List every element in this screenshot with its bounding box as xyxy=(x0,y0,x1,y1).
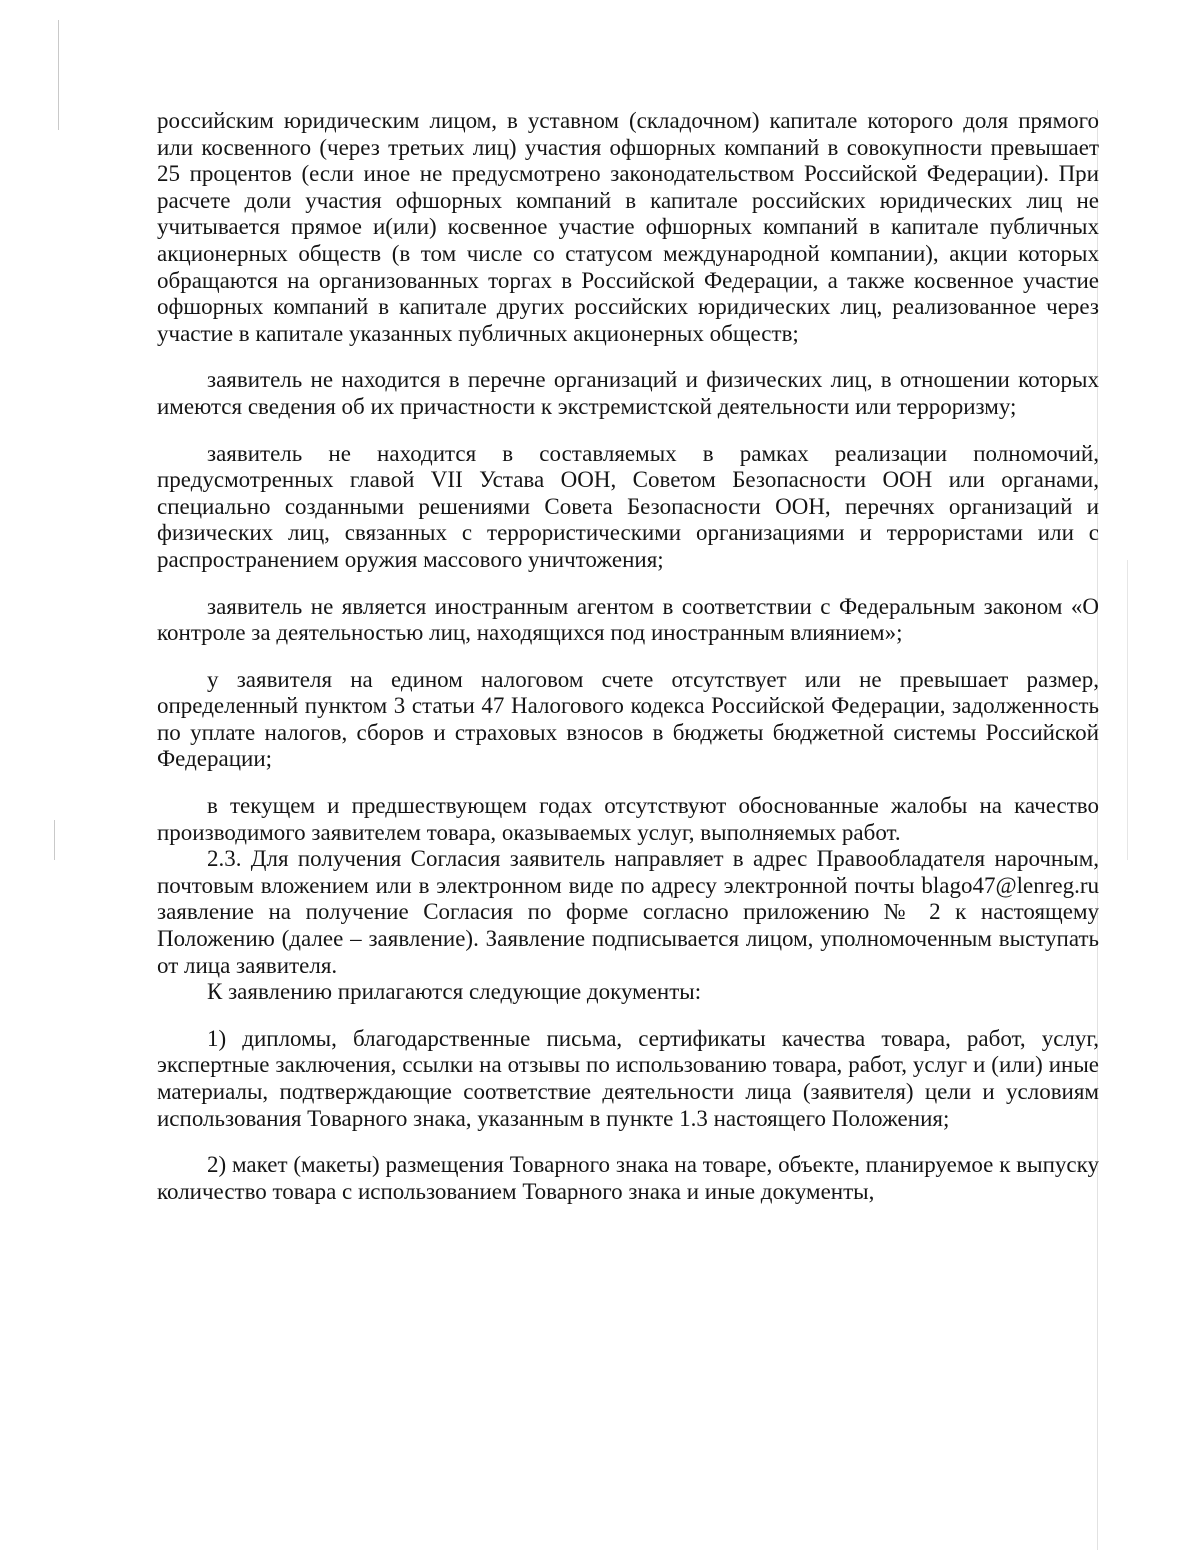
document-body xyxy=(157,108,1099,1205)
paragraph-attached-documents-intro: К заявлению прилагаются следующие документы: xyxy=(207,979,702,1005)
list-item-layout: 2) макет (макеты) размещения Товарного знака на товаре, объекте, планируемое к выпуску количество товара с использованием Товарного знака и иные документы, xyxy=(157,1152,1099,1204)
paragraph-tax-debt: у заявителя на едином налоговом счете отсутствует или не превышает размер, определенный пунктом 3 статьи 47 Налогового кодекса Российской Федерации, задолженность по уплате налогов, сборов и страховых взносов в бюджеты бюджетной системы Российской Федерации; xyxy=(157,666,1099,772)
scan-edge-mark-left xyxy=(54,820,55,860)
paragraph-extremism-list: заявитель не находится в перечне организаций и физических лиц, в отношении которых имеются сведения об их причастности к экстремистской деятельности или терроризму; xyxy=(157,367,1099,419)
paragraph-offshore-participation: российским юридическим лицом, в уставном (складочном) капитале которого доля прямого или косвенного (через третьих лиц) участия офшорных компаний в совокупности превышает 25 процентов (если иное не предусмотрено законодательством Российской Федерации). При расчете доли участия офшорных компаний в капитале российских юридических лиц не учитывается прямое и(или) косвенное участие офшорных компаний в капитале публичных акционерных обществ (в том числе со статусом международной компании), акции которых обращаются на организованных торгах в Российской Федерации, а также косвенное участие офшорных компаний в капитале других российских юридических лиц, реализованное через участие в капитале указанных публичных акционерных обществ; xyxy=(157,108,1099,346)
paragraph-no-complaints: в текущем и предшествующем годах отсутствуют обоснованные жалобы на качество производимого заявителем товара, оказываемых услуг, выполняемых работ. xyxy=(157,793,1099,845)
paragraph-un-security-council-list: заявитель не находится в составляемых в рамках реализации полномочий, предусмотренных главой VII Устава ООН, Советом Безопасности ООН или органами, специально созданными решениями Совета Безопасности ООН, перечнях организаций и физических лиц, связанных с террористическими организациями и террористами или с распространением оружия массового уничтожения; xyxy=(157,440,1099,572)
paragraph-foreign-agent: заявитель не является иностранным агентом в соответствии с Федеральным законом «О контроле за деятельностью лиц, находящихся под иностранным влиянием»; xyxy=(157,593,1099,646)
list-item-diplomas: 1) дипломы, благодарственные письма, сертификаты качества товара, работ, услуг, экспертные заключения, ссылки на отзывы по использованию товара, работ, услуг и (или) иные материалы, подтверждающие соответствие деятельности лица (заявителя) цели и условиям использования Товарного знака, указанным в пункте 1.3 настоящего Положения; xyxy=(157,1025,1099,1131)
scan-edge-mark-right xyxy=(1127,560,1128,860)
scan-edge-mark-left xyxy=(58,20,59,130)
paragraph-clause-2-3: 2.3. Для получения Согласия заявитель направляет в адрес Правообладателя нарочным, почтовым вложением или в электронном виде по адресу электронной почты blago47@lenreg.ru заявление на получение Согласия по форме согласно приложению № 2 к настоящему Положению (далее – заявление). Заявление подписывается лицом, уполномоченным выступать от лица заявителя. xyxy=(157,846,1099,978)
